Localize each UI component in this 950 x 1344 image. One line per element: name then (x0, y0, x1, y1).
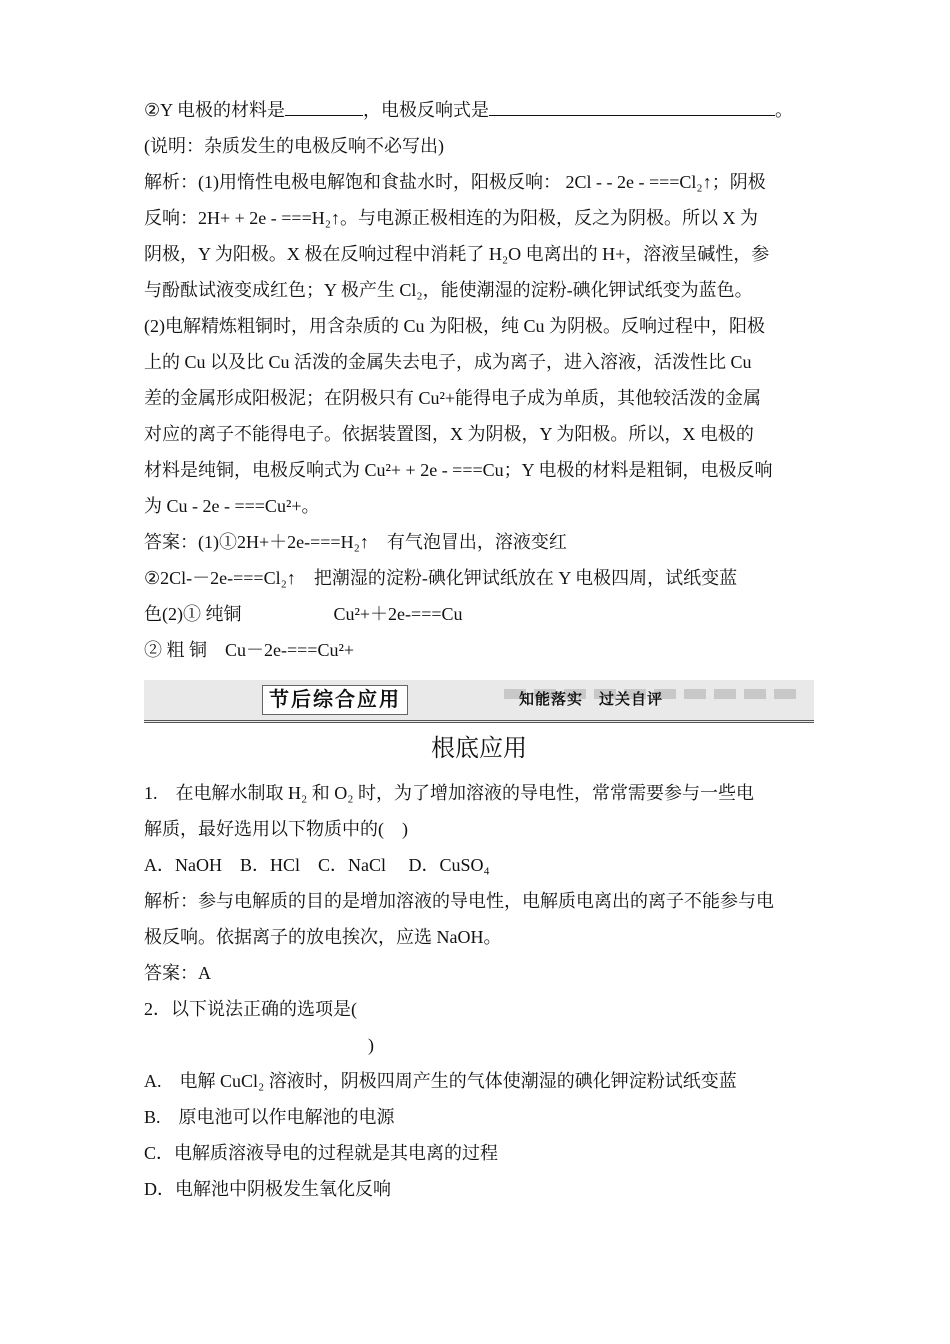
q2-option-d: D．电解池中阴极发生氧化反响 (144, 1179, 391, 1199)
q1-line1: 1. 在电解水制取 H₂ 和 O₂ 时，为了增加溶液的导电性，常常需要参与一些电 (144, 783, 755, 803)
analysis1-line3: 阴极，Y 为阳极。X 极在反响过程中消耗了 H₂O 电离出的 H+，溶液呈碱性，参 (144, 244, 770, 264)
analysis2-line4: 对应的离子不能得电子。依据装置图，X 为阴极，Y 为阳极。所以，X 电极的 (144, 424, 754, 444)
analysis2-line6: 为 Cu - 2e - ===Cu²+。 (144, 496, 320, 516)
q2-option-a: A. 电解 CuCl₂ 溶液时，阴极四周产生的气体使潮湿的碘化钾淀粉试纸变蓝 (144, 1071, 737, 1091)
document-page (144, 92, 814, 1207)
question-y-electrode-line (144, 92, 814, 128)
q1-answer: 答案：A (144, 963, 211, 983)
q2-stem-close: ) (368, 1035, 374, 1055)
analysis2-line5: 材料是纯铜，电极反响式为 Cu²+ + 2e - ===Cu；Y 电极的材料是粗铜，电极反响 (144, 460, 773, 480)
q1-analysis-line1: 解析：参与电解质的目的是增加溶液的导电性，电解质电离出的离子不能参与电 (144, 891, 774, 911)
analysis2-line1: (2)电解精炼粗铜时，用含杂质的 Cu 为阳极，纯 Cu 为阴极。反响过程中，阳极 (144, 316, 765, 336)
answer1-line1: 答案：(1)①2H+＋2e-===H₂↑ 有气泡冒出，溶液变红 (144, 532, 567, 552)
q2-option-b: B. 原电池可以作电解池的电源 (144, 1107, 395, 1127)
q2-stem: 2．以下说法正确的选项是( (144, 999, 357, 1019)
banner-left-label: 节后综合应用 (262, 685, 408, 715)
analysis2-line3: 差的金属形成阳极泥；在阴极只有 Cu²+能得电子成为单质，其他较活泼的金属 (144, 388, 762, 408)
y-material-blank (285, 99, 363, 116)
y-reaction-prompt: ，电极反响式是 (362, 100, 489, 120)
answer1-line3-part-a: 色(2)① 纯铜 (144, 604, 242, 624)
answer1-line3-part-b: Cu²+＋2e-===Cu (333, 604, 463, 624)
q1-analysis-line2: 极反响。依据离子的放电挨次，应选 NaOH。 (144, 927, 502, 947)
answer1-line4: ② 粗 铜 Cu－2e-===Cu²+ (144, 640, 354, 660)
y-line-end: 。 (774, 100, 793, 120)
banner-right-label: 知能落实 过关自评 (519, 691, 664, 708)
q1-line2: 解质，最好选用以下物质中的( ) (144, 819, 408, 839)
analysis1-line4: 与酚酞试液变成红色；Y 极产生 Cl₂，能使潮湿的淀粉-碘化钾试纸变为蓝色。 (144, 280, 753, 300)
section-banner (144, 680, 814, 723)
analysis1-line2: 反响：2H+ + 2e - ===H₂↑。与电源正极相连的为阳极，反之为阴极。所以 X 为 (144, 208, 759, 228)
analysis1-line1: 解析：(1)用惰性电极电解饱和食盐水时，阳极反响： 2Cl - - 2e - ===Cl₂↑；阴极 (144, 172, 766, 192)
y-reaction-blank (489, 99, 775, 116)
y-material-prompt: ②Y 电极的材料是 (144, 100, 285, 120)
section-title: 根底应用 (431, 736, 527, 762)
q1-options: A．NaOH B．HCl C．NaCl D．CuSO₄ (144, 855, 490, 875)
answer1-line3 (144, 596, 814, 632)
q2-option-c: C．电解质溶液导电的过程就是其电离的过程 (144, 1143, 499, 1163)
answer1-line2: ②2Cl-－2e-===Cl₂↑ 把潮湿的淀粉-碘化钾试纸放在 Y 电极四周，试纸变蓝 (144, 568, 738, 588)
analysis2-line2: 上的 Cu 以及比 Cu 活泼的金属失去电子，成为离子，进入溶液，活泼性比 Cu (144, 352, 752, 372)
note-line: (说明：杂质发生的电极反响不必写出) (144, 136, 444, 156)
